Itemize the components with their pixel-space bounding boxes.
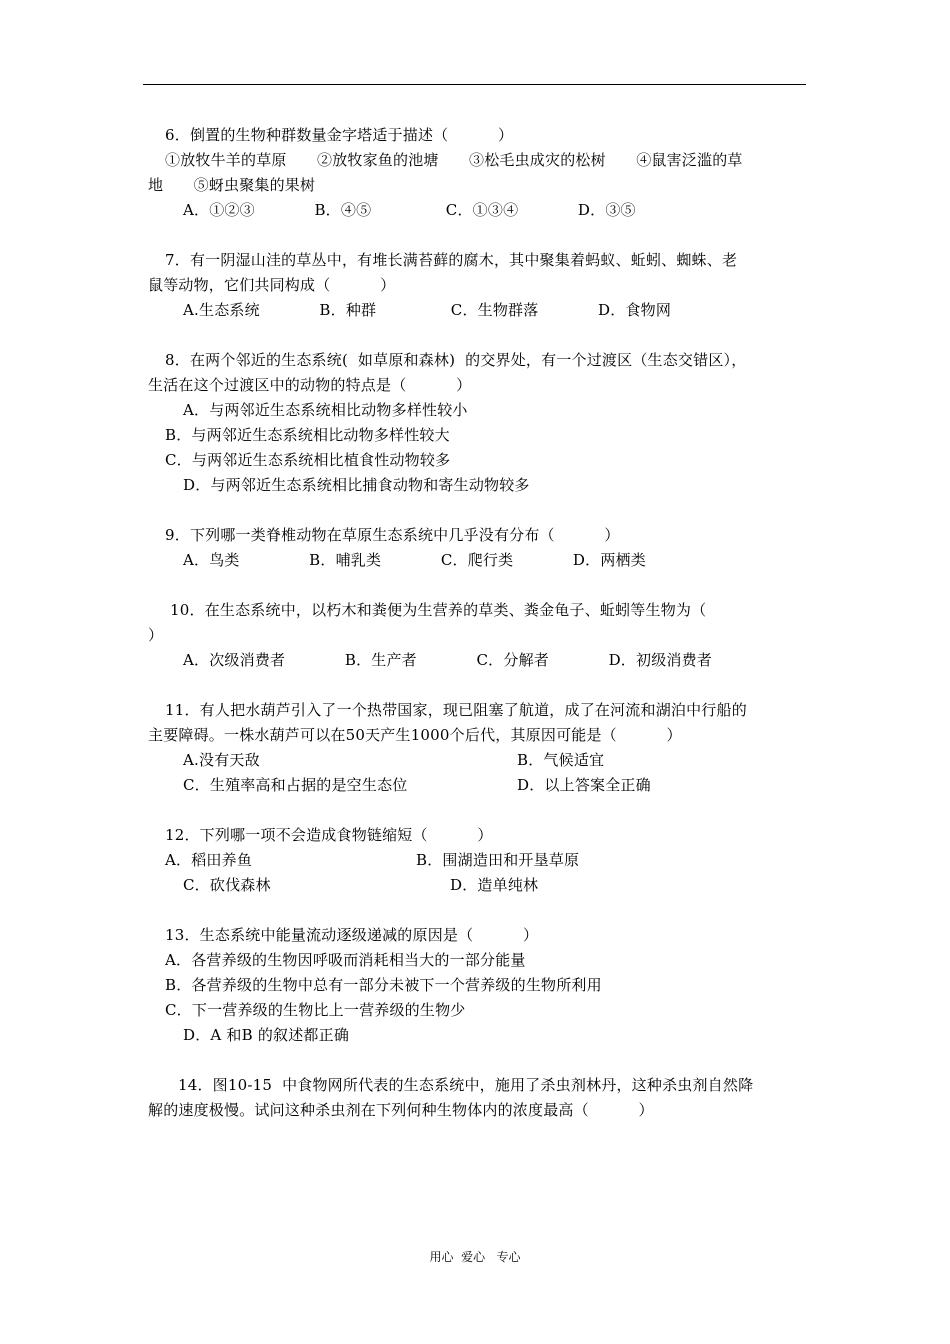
question-10-stem-line-1: 10．在生态系统中，以朽木和粪便为生营养的草类、粪金龟子、蚯蚓等生物为（ [170, 601, 707, 619]
question-10-stem-line-2: ） [148, 626, 164, 644]
question-14-stem-line-1: 14．图10-15 中食物网所代表的生态系统中，施用了杀虫剂林丹，这种杀虫剂自然降 [178, 1076, 754, 1094]
question-12-option-c: C．砍伐森林 [183, 876, 271, 894]
question-6-items-line-1: ①放牧牛羊的草原 ②放牧家鱼的池塘 ③松毛虫成灾的松树 ④鼠害泛滥的草 [165, 151, 743, 169]
header-rule [143, 84, 806, 85]
question-11-option-c: C．生殖率高和占据的是空生态位 [183, 776, 408, 794]
question-6-stem: 6．倒置的生物种群数量金字塔适于描述（ ） [165, 126, 514, 144]
page-footer: 用心 爱心 专心 [429, 1250, 521, 1264]
question-14-stem-line-2: 解的速度极慢。试问这种杀虫剂在下列何种生物体内的浓度最高（ ） [148, 1101, 654, 1119]
question-6-options: A．①②③ B．④⑤ C．①③④ D．③⑤ [183, 201, 636, 219]
question-13-option-a: A．各营养级的生物因呼吸而消耗相当大的一部分能量 [165, 951, 526, 969]
question-8-stem-line-1: 8．在两个邻近的生态系统( 如草原和森林) 的交界处，有一个过渡区（生态交错区）， [165, 351, 747, 369]
question-7-options: A.生态系统 B．种群 C．生物群落 D．食物网 [183, 301, 672, 319]
question-8-option-d: D．与两邻近生态系统相比捕食动物和寄生动物较多 [183, 476, 530, 494]
question-7-stem-line-1: 7．有一阴湿山洼的草丛中，有堆长满苔藓的腐木，其中聚集着蚂蚁、蚯蚓、蜘蛛、老 [165, 251, 738, 269]
question-11-stem-line-2: 主要障碍。一株水葫芦可以在50天产生1000个后代，其原因可能是（ ） [148, 726, 682, 744]
question-13-option-d: D．A 和B 的叙述都正确 [183, 1026, 350, 1044]
question-12-option-b: B．围湖造田和开垦草原 [416, 851, 580, 869]
question-13-option-b: B．各营养级的生物中总有一部分未被下一个营养级的生物所利用 [165, 976, 602, 994]
question-8-option-b: B．与两邻近生态系统相比动物多样性较大 [165, 426, 450, 444]
question-7-stem-line-2: 鼠等动物，它们共同构成（ ） [148, 276, 396, 294]
question-8-option-c: C．与两邻近生态系统相比植食性动物较多 [165, 451, 451, 469]
question-12-option-d: D．造单纯林 [450, 876, 539, 894]
question-9-stem: 9．下列哪一类脊椎动物在草原生态系统中几乎没有分布（ ） [165, 526, 620, 544]
question-13-stem: 13．生态系统中能量流动逐级递减的原因是（ ） [165, 926, 539, 944]
question-12-option-a: A．稻田养鱼 [165, 851, 253, 869]
question-6-items-line-2: 地 ⑤蚜虫聚集的果树 [148, 176, 316, 194]
question-8-option-a: A．与两邻近生态系统相比动物多样性较小 [183, 401, 468, 419]
question-11-option-d: D．以上答案全正确 [517, 776, 651, 794]
question-10-options: A．次级消费者 B．生产者 C．分解者 D．初级消费者 [183, 651, 713, 669]
question-12-stem: 12．下列哪一项不会造成食物链缩短（ ） [165, 826, 493, 844]
question-13-option-c: C．下一营养级的生物比上一营养级的生物少 [165, 1001, 466, 1019]
question-11-stem-line-1: 11．有人把水葫芦引入了一个热带国家，现已阻塞了航道，成了在河流和湖泊中行船的 [165, 701, 747, 719]
question-11-option-b: B．气候适宜 [517, 751, 605, 769]
question-11-option-a: A.没有天敌 [183, 751, 260, 769]
question-8-stem-line-2: 生活在这个过渡区中的动物的特点是（ ） [148, 376, 472, 394]
question-9-options: A．鸟类 B．哺乳类 C．爬行类 D．两栖类 [183, 551, 646, 569]
